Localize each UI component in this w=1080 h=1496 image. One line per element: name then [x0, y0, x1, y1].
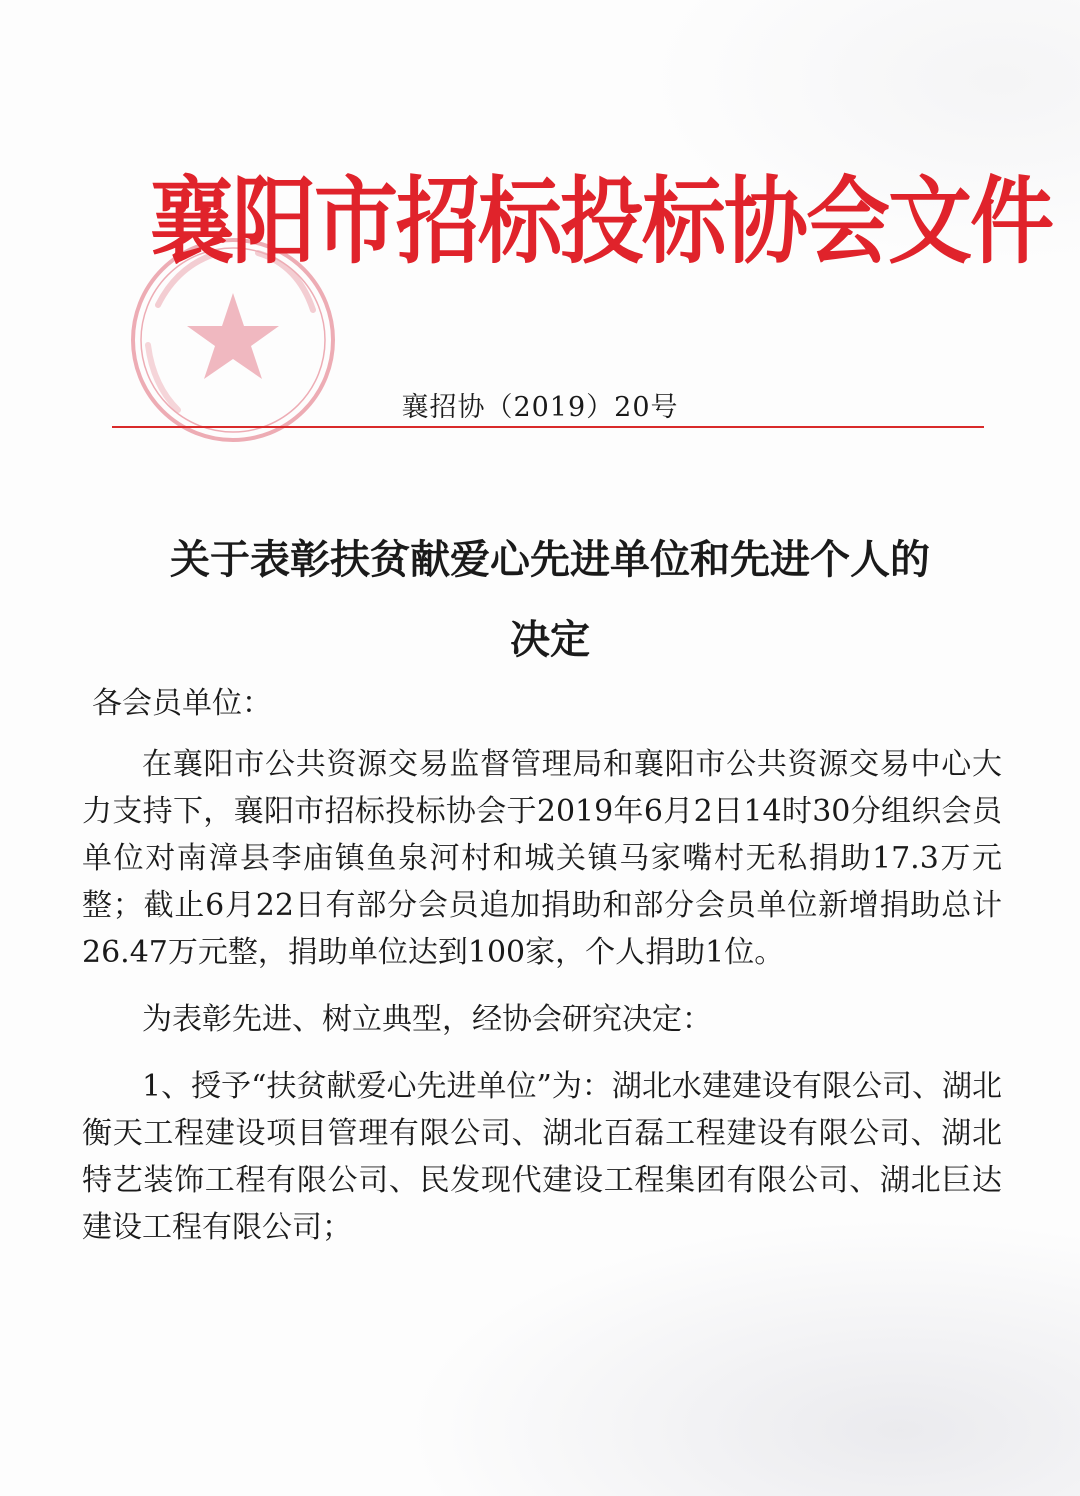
body-paragraph-2: 为表彰先进、树立典型，经协会研究决定：: [142, 1002, 712, 1037]
body-paragraph-1: 在襄阳市公共资源交易监督管理局和襄阳市公共资源交易中心大力支持下，襄阳市招标投标协会于2019年6月2日14时30分组织会员单位对南漳县李庙镇鱼泉河村和城关镇马家嘴村无私捐助17.3万元整；截止6月22日有部分会员追加捐助和部分会员单位新增捐助总计26.47万元整，捐助单位达到100家，个人捐助1位。: [82, 747, 1002, 970]
decision-title: [120, 520, 980, 680]
decision-title-line-2: 决定: [510, 617, 590, 663]
body-paragraph-3: 1、授予“扶贫献爱心先进单位”为：湖北水建建设有限公司、湖北衡天工程建设项目管理有限公司、湖北百磊工程建设有限公司、湖北特艺装饰工程有限公司、民发现代建设工程集团有限公司、湖北巨达建设工程有限公司；: [82, 1069, 1002, 1245]
document-body: [82, 680, 1002, 1251]
letterhead-title: 襄阳市招标投标协会文件: [150, 165, 1053, 277]
document-number: 襄招协（2019）20号: [401, 392, 679, 423]
decision-title-line-1: 关于表彰扶贫献爱心先进单位和先进个人的: [170, 537, 930, 583]
red-divider-line: [112, 426, 984, 428]
salutation: 各会员单位：: [92, 686, 272, 721]
